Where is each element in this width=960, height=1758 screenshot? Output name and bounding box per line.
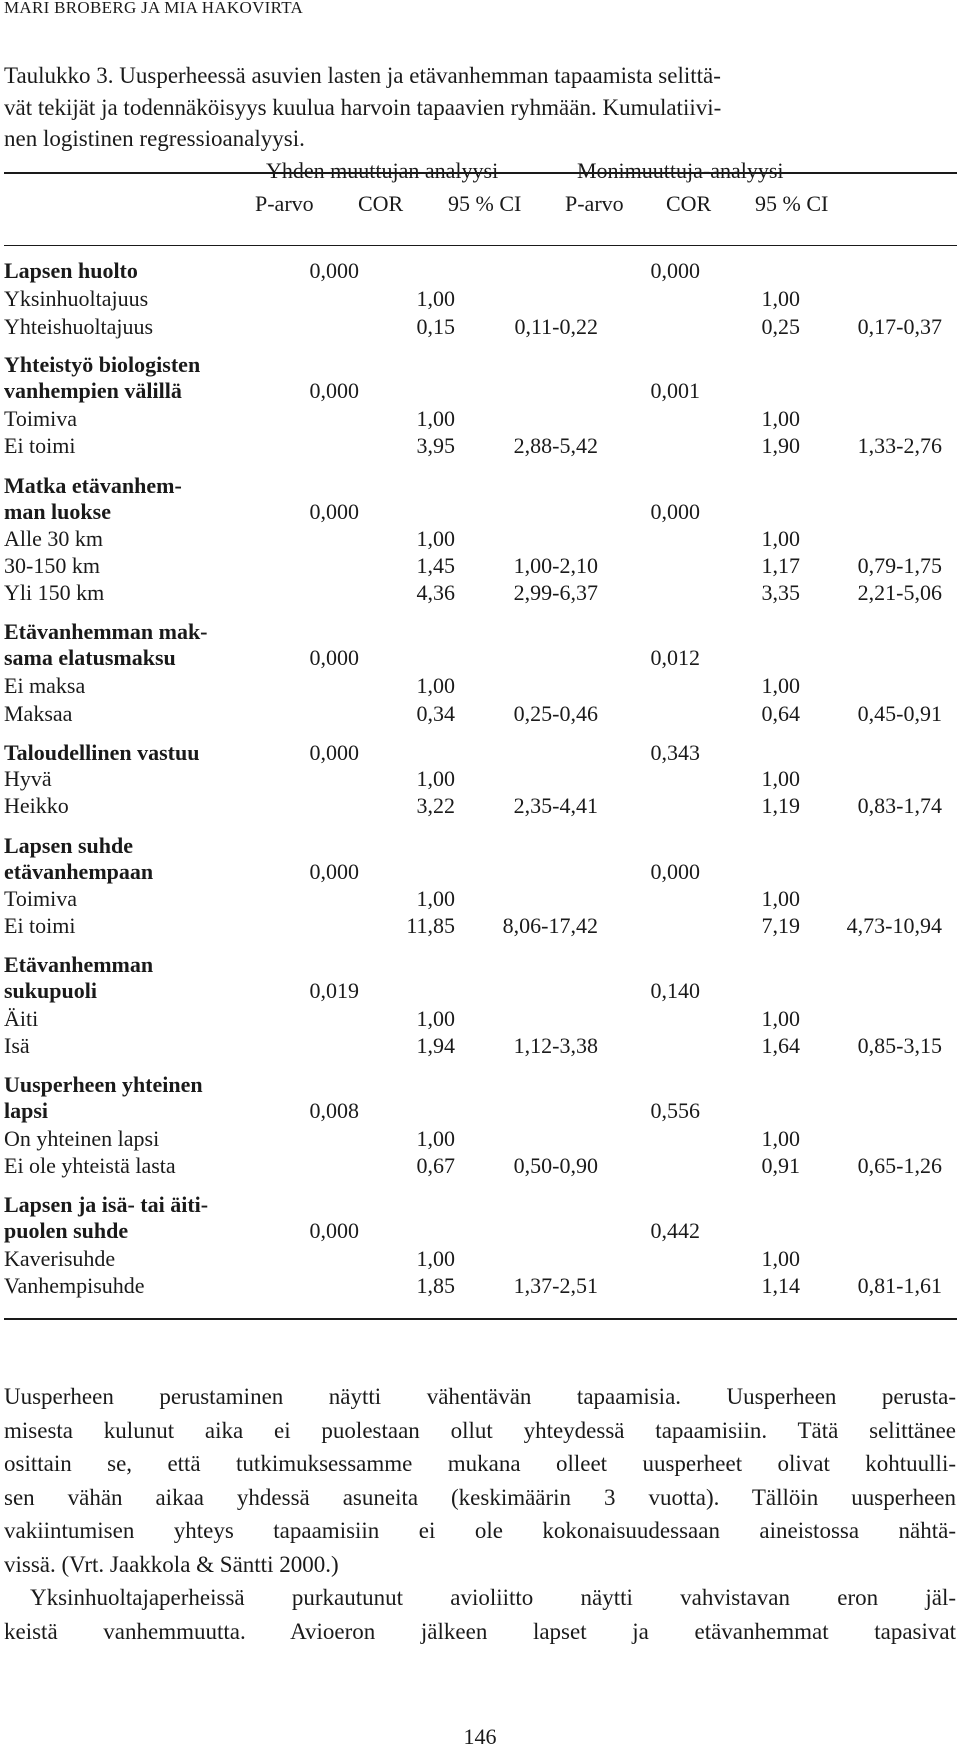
col-header-cor: COR bbox=[666, 191, 712, 216]
col-header-cor: COR bbox=[358, 191, 404, 216]
cell-cor2: 1,90 bbox=[761, 433, 800, 458]
paragraph-line: misesta kulunut aika ei puolestaan ollut yhteydessä tapaamisiin. Tätä selittänee bbox=[4, 1417, 956, 1443]
cell-cor1: 0,67 bbox=[416, 1153, 455, 1178]
row-group-label: Etävanhemman mak- bbox=[4, 619, 208, 644]
row-label: Heikko bbox=[4, 793, 69, 818]
cell-ci2: 2,21-5,06 bbox=[857, 580, 942, 605]
cell-ci2: 4,73-10,94 bbox=[846, 913, 942, 938]
cell-p1: 0,000 bbox=[309, 645, 359, 670]
paragraph-line: osittain se, että tutkimuksessamme mukana olleet uusperheet olivat kohtuulli- bbox=[4, 1451, 956, 1476]
row-label: Alle 30 km bbox=[4, 526, 103, 551]
cell-ci2: 0,85-3,15 bbox=[857, 1033, 942, 1058]
row-group-label: puolen suhde bbox=[4, 1218, 129, 1243]
row-label: Maksaa bbox=[4, 701, 73, 726]
row-label: 30-150 km bbox=[4, 553, 100, 578]
row-group-label: sukupuoli bbox=[4, 978, 97, 1003]
cell-p2: 0,343 bbox=[650, 740, 700, 765]
cell-cor2: 1,00 bbox=[761, 406, 800, 431]
running-head: MARI BROBERG JA MIA HAKOVIRTA bbox=[4, 0, 304, 17]
row-group-label: Uusperheen yhteinen bbox=[4, 1072, 203, 1097]
cell-cor1: 1,85 bbox=[416, 1273, 455, 1298]
row-group-label: sama elatusmaksu bbox=[4, 645, 176, 670]
row-label: Ei ole yhteistä lasta bbox=[4, 1153, 176, 1178]
cell-cor2: 1,64 bbox=[761, 1033, 800, 1058]
cell-cor2: 1,00 bbox=[761, 526, 800, 551]
cell-p1: 0,019 bbox=[309, 978, 359, 1003]
group-header-multivariate: Monimuuttuja-analyysi bbox=[577, 158, 784, 183]
cell-cor2: 1,17 bbox=[761, 553, 800, 578]
cell-cor2: 1,00 bbox=[761, 766, 800, 791]
cell-cor2: 1,19 bbox=[761, 793, 800, 818]
cell-cor2: 1,14 bbox=[761, 1273, 800, 1298]
cell-ci2: 0,45-0,91 bbox=[857, 701, 942, 726]
col-header-p-value: P-arvo bbox=[565, 191, 624, 216]
cell-cor2: 0,64 bbox=[761, 701, 800, 726]
row-group-label: Etävanhemman bbox=[4, 952, 154, 977]
cell-p2: 0,556 bbox=[650, 1098, 700, 1123]
cell-ci2: 1,33-2,76 bbox=[857, 433, 942, 458]
cell-cor1: 1,94 bbox=[416, 1033, 455, 1058]
cell-cor2: 1,00 bbox=[761, 1126, 800, 1151]
row-group-label: Yhteistyö biologisten bbox=[4, 352, 201, 377]
cell-cor1: 1,45 bbox=[416, 553, 455, 578]
row-label: Hyvä bbox=[4, 766, 52, 791]
col-header-p-value: P-arvo bbox=[255, 191, 314, 216]
page-number: 146 bbox=[463, 1724, 497, 1749]
col-header-ci: 95 % CI bbox=[448, 191, 522, 216]
cell-cor2: 1,00 bbox=[761, 286, 800, 311]
cell-p2: 0,442 bbox=[650, 1218, 700, 1243]
row-label: Ei maksa bbox=[4, 673, 86, 698]
row-group-label: Lapsen huolto bbox=[4, 258, 138, 283]
cell-ci2: 0,79-1,75 bbox=[857, 553, 942, 578]
cell-ci1: 1,37-2,51 bbox=[513, 1273, 598, 1298]
row-label: Toimiva bbox=[4, 406, 78, 431]
cell-cor1: 1,00 bbox=[416, 1126, 455, 1151]
row-label: Yli 150 km bbox=[4, 580, 105, 605]
cell-ci1: 8,06-17,42 bbox=[502, 913, 598, 938]
table-caption bbox=[4, 60, 950, 155]
cell-cor1: 1,00 bbox=[416, 886, 455, 911]
row-label: Yhteishuoltajuus bbox=[4, 314, 154, 339]
cell-cor2: 1,00 bbox=[761, 1006, 800, 1031]
body-text bbox=[4, 1380, 956, 1648]
cell-cor1: 0,15 bbox=[416, 314, 455, 339]
cell-p1: 0,000 bbox=[309, 859, 359, 884]
cell-ci1: 2,35-4,41 bbox=[513, 793, 598, 818]
cell-cor1: 1,00 bbox=[416, 406, 455, 431]
cell-p1: 0,000 bbox=[309, 258, 359, 283]
cell-cor1: 3,22 bbox=[416, 793, 455, 818]
cell-cor2: 0,25 bbox=[761, 314, 800, 339]
row-label: On yhteinen lapsi bbox=[4, 1126, 160, 1151]
cell-p1: 0,000 bbox=[309, 378, 359, 403]
cell-ci1: 0,11-0,22 bbox=[514, 314, 598, 339]
caption-line: Taulukko 3. Uusperheessä asuvien lasten ja etävanhemman tapaamista selittä- bbox=[4, 63, 721, 88]
row-group-label: vanhempien välillä bbox=[4, 378, 182, 403]
row-label: Yksinhuoltajuus bbox=[4, 286, 149, 311]
table-header-rule bbox=[4, 245, 957, 246]
cell-p2: 0,000 bbox=[650, 859, 700, 884]
cell-p2: 0,000 bbox=[650, 499, 700, 524]
cell-ci1: 2,99-6,37 bbox=[513, 580, 598, 605]
cell-cor1: 3,95 bbox=[416, 433, 455, 458]
cell-cor2: 7,19 bbox=[761, 913, 800, 938]
cell-ci1: 0,25-0,46 bbox=[513, 701, 598, 726]
cell-ci1: 0,50-0,90 bbox=[513, 1153, 598, 1178]
row-group-label: Matka etävanhem- bbox=[4, 473, 182, 498]
cell-ci2: 0,83-1,74 bbox=[857, 793, 942, 818]
row-label: Vanhempisuhde bbox=[4, 1273, 145, 1298]
cell-cor1: 1,00 bbox=[416, 766, 455, 791]
row-label: Kaverisuhde bbox=[4, 1246, 116, 1271]
caption-line: nen logistinen regressioanalyysi. bbox=[4, 126, 305, 151]
col-header-ci: 95 % CI bbox=[755, 191, 829, 216]
row-label: Ei toimi bbox=[4, 913, 76, 938]
row-group-label: lapsi bbox=[4, 1098, 49, 1123]
cell-cor1: 4,36 bbox=[416, 580, 455, 605]
group-header-univariate: Yhden muuttujan analyysi bbox=[266, 158, 499, 183]
cell-cor1: 1,00 bbox=[416, 526, 455, 551]
cell-p1: 0,000 bbox=[309, 740, 359, 765]
cell-cor1: 1,00 bbox=[416, 1246, 455, 1271]
cell-cor1: 1,00 bbox=[416, 1006, 455, 1031]
paragraph-line: sen vähän aikaa yhdessä asuneita (keskimäärin 3 vuotta). Tällöin uusperheen bbox=[4, 1484, 956, 1510]
cell-ci2: 0,17-0,37 bbox=[857, 314, 942, 339]
row-label: Isä bbox=[4, 1033, 30, 1058]
row-group-label: etävanhempaan bbox=[4, 859, 154, 884]
cell-p1: 0,000 bbox=[309, 1218, 359, 1243]
cell-p1: 0,008 bbox=[309, 1098, 359, 1123]
row-group-label: Taloudellinen vastuu bbox=[4, 740, 200, 765]
cell-ci1: 1,00-2,10 bbox=[513, 553, 598, 578]
cell-p2: 0,001 bbox=[650, 378, 700, 403]
cell-p2: 0,140 bbox=[650, 978, 700, 1003]
row-group-label: man luokse bbox=[4, 499, 111, 524]
caption-line: vät tekijät ja todennäköisyys kuulua harvoin tapaavien ryhmään. Kumulatiivi- bbox=[4, 94, 722, 120]
paragraph-line: Uusperheen perustaminen näytti vähentävän tapaamisia. Uusperheen perusta- bbox=[4, 1384, 956, 1409]
cell-cor2: 1,00 bbox=[761, 886, 800, 911]
cell-cor2: 1,00 bbox=[761, 673, 800, 698]
cell-cor1: 0,34 bbox=[416, 701, 455, 726]
cell-ci2: 0,65-1,26 bbox=[857, 1153, 942, 1178]
cell-cor2: 1,00 bbox=[761, 1246, 800, 1271]
paragraph-line: Yksinhuoltajaperheissä purkautunut avioliitto näytti vahvistavan eron jäl- bbox=[30, 1585, 956, 1610]
cell-p2: 0,012 bbox=[650, 645, 700, 670]
paragraph-line: keistä vanhemmuutta. Avioeron jälkeen lapset ja etävanhemmat tapasivat bbox=[4, 1618, 956, 1644]
cell-ci1: 1,12-3,38 bbox=[513, 1033, 598, 1058]
cell-p1: 0,000 bbox=[309, 499, 359, 524]
cell-ci1: 2,88-5,42 bbox=[513, 433, 598, 458]
paragraph-line: vissä. (Vrt. Jaakkola & Säntti 2000.) bbox=[4, 1551, 339, 1577]
row-group-label: Lapsen ja isä- tai äiti- bbox=[4, 1192, 209, 1217]
paragraph-line: vakiintumisen yhteys tapaamisiin ei ole kokonaisuudessaan aineistossa nähtä- bbox=[4, 1518, 956, 1543]
row-label: Äiti bbox=[4, 1006, 39, 1031]
cell-cor1: 1,00 bbox=[416, 673, 455, 698]
cell-ci2: 0,81-1,61 bbox=[857, 1273, 942, 1298]
table-bottom-rule bbox=[4, 1318, 957, 1320]
cell-cor1: 1,00 bbox=[416, 286, 455, 311]
cell-cor2: 3,35 bbox=[761, 580, 800, 605]
cell-cor1: 11,85 bbox=[406, 913, 455, 938]
row-label: Ei toimi bbox=[4, 433, 76, 458]
cell-cor2: 0,91 bbox=[761, 1153, 800, 1178]
row-group-label: Lapsen suhde bbox=[4, 833, 134, 858]
cell-p2: 0,000 bbox=[650, 258, 700, 283]
row-label: Toimiva bbox=[4, 886, 78, 911]
